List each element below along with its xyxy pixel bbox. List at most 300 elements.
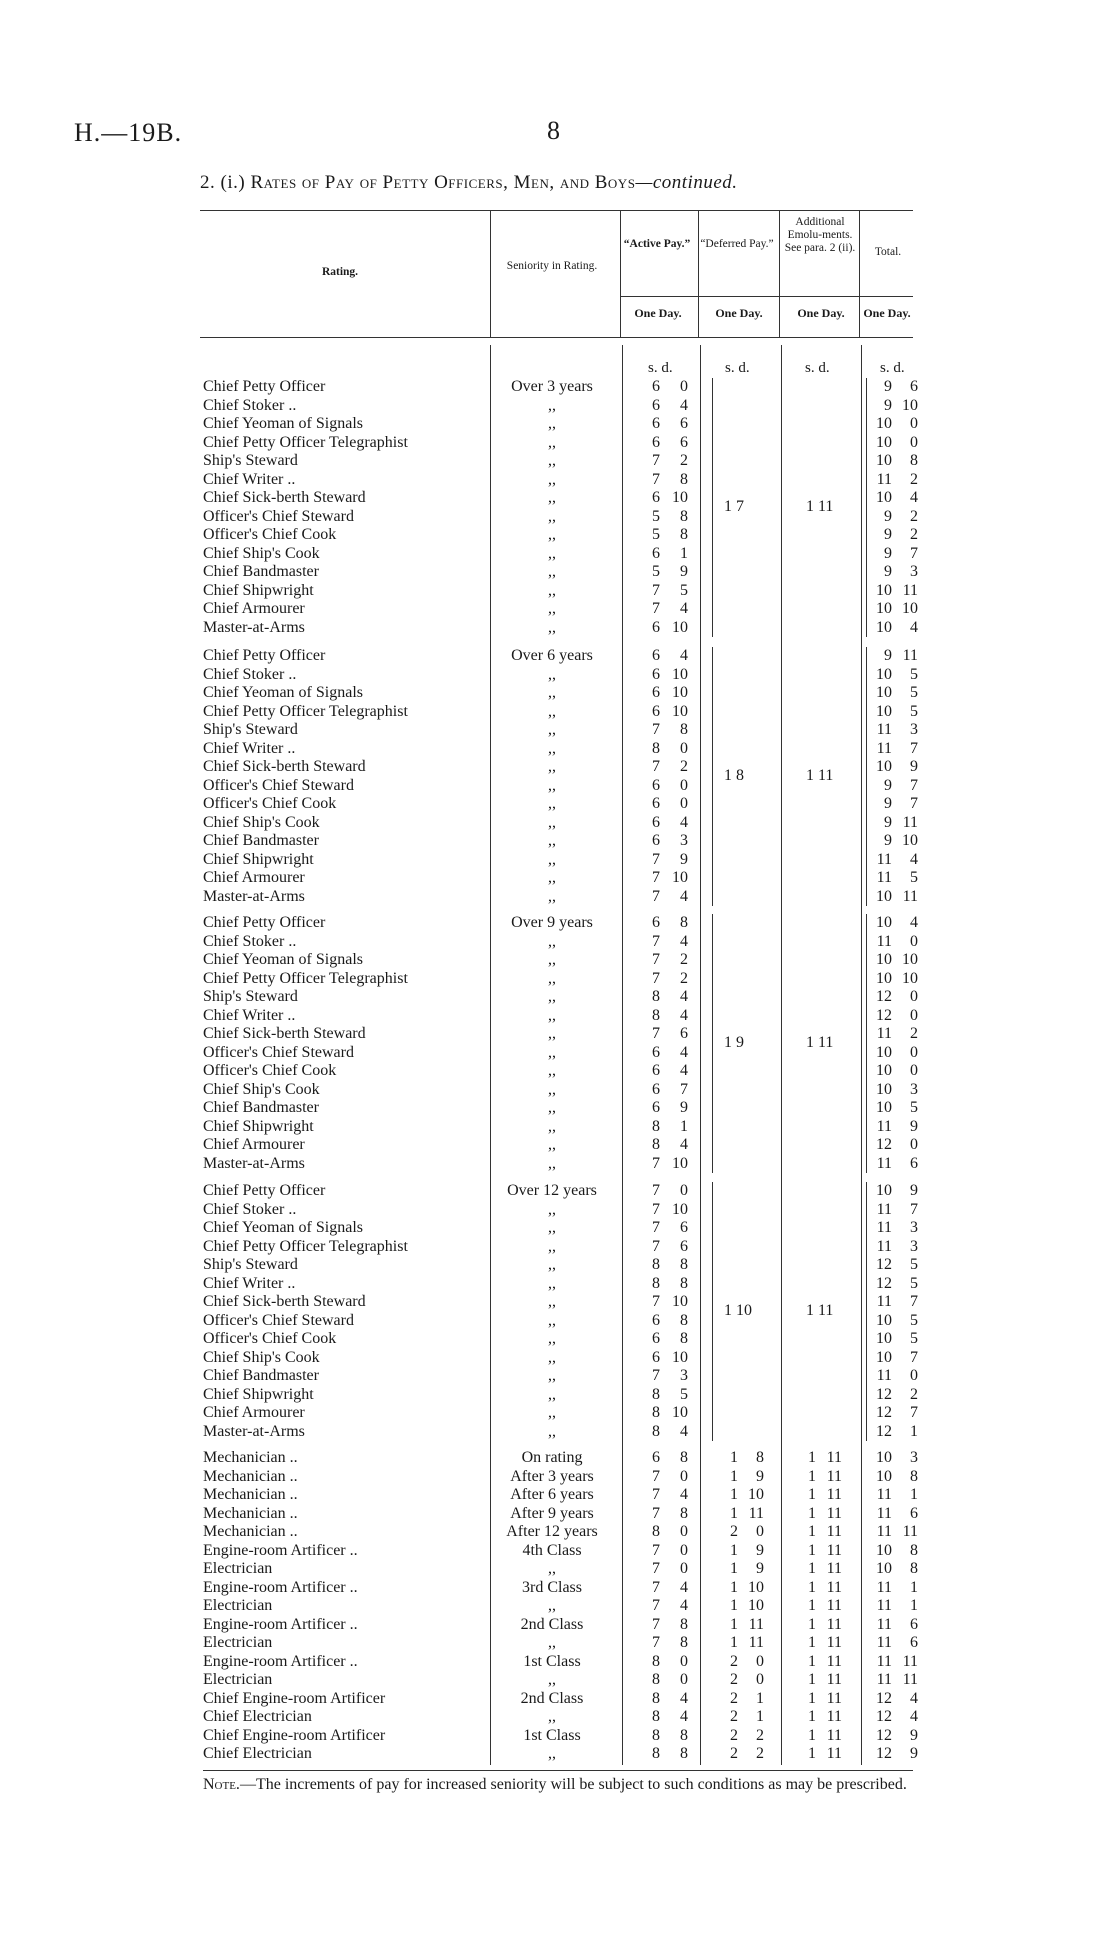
total-shillings: 12 xyxy=(876,1422,892,1440)
total-shillings: 10 xyxy=(876,1449,892,1466)
total-shillings: 12 xyxy=(876,1745,892,1762)
additional-pence: 11 xyxy=(826,1652,842,1670)
active-pence: 4 xyxy=(680,1689,688,1707)
seniority-value: 1st Class xyxy=(523,1726,581,1744)
total-shillings: 10 xyxy=(876,600,892,617)
sub-header-total-one-day: One Day. xyxy=(863,306,911,320)
total-shillings: 10 xyxy=(876,758,892,775)
active-shillings: 8 xyxy=(652,1117,660,1135)
total-shillings: 11 xyxy=(876,1237,892,1255)
total-pence: 10 xyxy=(902,832,918,849)
total-pence: 5 xyxy=(910,702,918,720)
deferred-pence: 9 xyxy=(756,1560,764,1577)
active-shillings: 7 xyxy=(652,1634,660,1651)
additional-pence: 11 xyxy=(826,1708,842,1725)
seniority-value: ,, xyxy=(548,1219,556,1236)
rating-label: Chief Sick-berth Steward xyxy=(203,489,366,506)
rating-label: Chief Sick-berth Steward xyxy=(203,758,366,775)
rating-label: Chief Petty Officer Telegraphist xyxy=(203,702,408,720)
seniority-value: ,, xyxy=(548,563,556,580)
active-shillings: 7 xyxy=(652,969,660,987)
deferred-shillings: 1 xyxy=(730,1486,738,1503)
rating-label: Chief Writer .. xyxy=(203,739,296,757)
rating-label: Officer's Chief Cook xyxy=(203,1062,337,1079)
seniority-value: ,, xyxy=(548,665,556,683)
active-pence: 10 xyxy=(672,618,688,636)
total-pence: 1 xyxy=(910,1578,918,1596)
active-shillings: 7 xyxy=(652,1467,660,1485)
active-pence: 0 xyxy=(680,739,688,757)
seniority-value: ,, xyxy=(548,1745,556,1762)
total-pence: 6 xyxy=(910,1615,918,1633)
active-shillings: 6 xyxy=(652,1062,660,1079)
rating-label: Chief Engine-room Artificer xyxy=(203,1726,386,1744)
rating-label: Chief Armourer xyxy=(203,869,305,886)
additional-pence: 11 xyxy=(826,1671,842,1688)
rating-label: Engine-room Artificer .. xyxy=(203,1578,358,1596)
total-shillings: 11 xyxy=(876,1634,892,1651)
rating-label: Chief Ship's Cook xyxy=(203,813,320,831)
additional-shillings: 1 xyxy=(808,1449,816,1466)
rating-label: Chief Bandmaster xyxy=(203,1099,319,1116)
total-shillings: 9 xyxy=(884,507,892,525)
active-shillings: 8 xyxy=(652,1726,660,1744)
deferred-pence: 0 xyxy=(756,1671,764,1688)
seniority-value: On rating xyxy=(521,1449,583,1466)
total-pence: 7 xyxy=(910,1293,918,1310)
active-shillings: 8 xyxy=(652,1745,660,1762)
active-shillings: 7 xyxy=(652,1219,660,1236)
rating-label: Chief Armourer xyxy=(203,600,305,617)
total-shillings: 11 xyxy=(876,1025,892,1042)
total-shillings: 11 xyxy=(876,1671,892,1688)
active-shillings: 7 xyxy=(652,1615,660,1633)
total-shillings: 11 xyxy=(876,1578,892,1596)
active-pence: 8 xyxy=(680,507,688,525)
note-label: Note. xyxy=(203,1776,240,1793)
seniority-value: 2nd Class xyxy=(520,1615,584,1633)
additional-shillings: 1 xyxy=(808,1689,816,1707)
rating-label: Ship's Steward xyxy=(203,1256,298,1273)
group-brace-left xyxy=(712,378,714,637)
total-pence: 2 xyxy=(910,507,918,525)
total-pence: 1 xyxy=(910,1486,918,1503)
active-pence: 8 xyxy=(680,1504,688,1522)
seniority-value: Over 3 years xyxy=(511,378,593,395)
total-pence: 10 xyxy=(902,396,918,414)
seniority-value: After 3 years xyxy=(510,1467,594,1485)
seniority-value: ,, xyxy=(548,832,556,849)
note xyxy=(203,1775,913,1795)
active-shillings: 6 xyxy=(652,1311,660,1329)
total-pence: 7 xyxy=(910,1404,918,1421)
active-pence: 8 xyxy=(680,721,688,738)
active-shillings: 5 xyxy=(652,526,660,543)
total-shillings: 9 xyxy=(884,776,892,794)
total-shillings: 10 xyxy=(876,1043,892,1061)
additional-pence: 11 xyxy=(826,1689,842,1707)
active-shillings: 7 xyxy=(652,887,660,905)
seniority-value: ,, xyxy=(548,1200,556,1218)
rating-label: Chief Shipwright xyxy=(203,1117,314,1135)
active-shillings: 6 xyxy=(652,489,660,506)
active-shillings: 8 xyxy=(652,1256,660,1273)
active-shillings: 8 xyxy=(652,1385,660,1403)
rating-label: Chief Armourer xyxy=(203,1404,305,1421)
rating-label: Chief Shipwright xyxy=(203,1385,314,1403)
active-pence: 0 xyxy=(680,776,688,794)
rating-label: Ship's Steward xyxy=(203,721,298,738)
rating-label: Electrician xyxy=(203,1597,273,1614)
active-shillings: 8 xyxy=(652,1136,660,1153)
total-pence: 4 xyxy=(910,850,918,868)
deferred-pence: 10 xyxy=(748,1597,764,1614)
total-pence: 10 xyxy=(902,951,918,968)
rating-label: Mechanician .. xyxy=(203,1467,298,1485)
rating-label: Master-at-Arms xyxy=(203,887,305,905)
total-shillings: 9 xyxy=(884,396,892,414)
total-shillings: 10 xyxy=(876,1541,892,1559)
active-shillings: 7 xyxy=(652,932,660,950)
rating-label: Officer's Chief Cook xyxy=(203,795,337,812)
additional-pence: 11 xyxy=(826,1597,842,1614)
total-pence: 0 xyxy=(910,1136,918,1153)
additional-shillings: 1 xyxy=(808,1615,816,1633)
col-rule-5 xyxy=(859,210,860,337)
active-shillings: 6 xyxy=(652,415,660,432)
total-shillings: 11 xyxy=(876,932,892,950)
seniority-value: ,, xyxy=(548,1634,556,1651)
total-shillings: 10 xyxy=(876,665,892,683)
seniority-value: 1st Class xyxy=(523,1652,581,1670)
total-pence: 8 xyxy=(910,452,918,469)
active-pence: 4 xyxy=(680,647,688,664)
additional-shillings: 1 xyxy=(808,1467,816,1485)
active-shillings: 8 xyxy=(652,1708,660,1725)
seniority-value: ,, xyxy=(548,702,556,720)
rating-label: Master-at-Arms xyxy=(203,1422,305,1440)
additional-shillings: 1 xyxy=(808,1504,816,1522)
seniority-value: ,, xyxy=(548,544,556,562)
active-pence: 8 xyxy=(680,470,688,488)
total-pence: 5 xyxy=(910,684,918,701)
seniority-value: ,, xyxy=(548,776,556,794)
deferred-shillings: 2 xyxy=(730,1726,738,1744)
rating-label: Chief Writer .. xyxy=(203,1006,296,1024)
active-pence: 4 xyxy=(680,1136,688,1153)
total-shillings: 10 xyxy=(876,1182,892,1199)
total-pence: 0 xyxy=(910,433,918,451)
body-col-rule-1 xyxy=(490,345,491,1765)
total-pence: 0 xyxy=(910,932,918,950)
seniority-value: ,, xyxy=(548,739,556,757)
additional-pence: 11 xyxy=(826,1523,842,1540)
total-shillings: 9 xyxy=(884,795,892,812)
total-pence: 0 xyxy=(910,1367,918,1384)
additional-shillings: 1 xyxy=(808,1652,816,1670)
total-shillings: 12 xyxy=(876,1726,892,1744)
total-shillings: 11 xyxy=(876,1117,892,1135)
total-pence: 3 xyxy=(910,1237,918,1255)
rating-label: Electrician xyxy=(203,1671,273,1688)
rating-label: Chief Petty Officer xyxy=(203,1182,326,1199)
active-shillings: 6 xyxy=(652,914,660,931)
active-pence: 4 xyxy=(680,1578,688,1596)
total-pence: 8 xyxy=(910,1560,918,1577)
rating-label: Chief Ship's Cook xyxy=(203,1348,320,1366)
col-header-additional: Additional Emolu-ments. See para. 2 (ii). xyxy=(784,216,856,254)
rating-label: Chief Yeoman of Signals xyxy=(203,1219,363,1236)
total-pence: 5 xyxy=(910,1099,918,1116)
total-pence: 11 xyxy=(902,581,918,599)
total-pence: 4 xyxy=(910,1689,918,1707)
total-shillings: 10 xyxy=(876,415,892,432)
total-pence: 9 xyxy=(910,1182,918,1199)
seniority-value: ,, xyxy=(548,721,556,738)
seniority-value: ,, xyxy=(548,969,556,987)
seniority-value: ,, xyxy=(548,1367,556,1384)
total-shillings: 10 xyxy=(876,1099,892,1116)
total-pence: 11 xyxy=(902,647,918,664)
rating-label: Officer's Chief Steward xyxy=(203,1043,354,1061)
active-pence: 8 xyxy=(680,1726,688,1744)
deferred-shillings: 2 xyxy=(730,1708,738,1725)
col-rule-4 xyxy=(779,210,780,337)
seniority-value: ,, xyxy=(548,813,556,831)
active-shillings: 6 xyxy=(652,1099,660,1116)
active-shillings: 8 xyxy=(652,739,660,757)
seniority-value: ,, xyxy=(548,932,556,950)
deferred-shillings: 1 xyxy=(730,1541,738,1559)
active-pence: 6 xyxy=(680,415,688,432)
active-shillings: 7 xyxy=(652,1560,660,1577)
rating-label: Chief Petty Officer xyxy=(203,914,326,931)
total-pence: 3 xyxy=(910,563,918,580)
total-shillings: 11 xyxy=(876,1154,892,1172)
active-shillings: 8 xyxy=(652,1006,660,1024)
total-shillings: 10 xyxy=(876,914,892,931)
seniority-value: 4th Class xyxy=(522,1541,582,1559)
active-pence: 9 xyxy=(680,1099,688,1116)
seniority-value: After 6 years xyxy=(510,1486,594,1503)
total-shillings: 11 xyxy=(876,850,892,868)
rating-label: Mechanician .. xyxy=(203,1486,298,1503)
additional-pence: 11 xyxy=(826,1745,842,1762)
additional-pence: 11 xyxy=(826,1560,842,1577)
total-shillings: 11 xyxy=(876,1293,892,1310)
sub-header-deferred-one-day: One Day. xyxy=(715,306,763,320)
active-pence: 4 xyxy=(680,1043,688,1061)
seniority-value: ,, xyxy=(548,1025,556,1042)
active-shillings: 7 xyxy=(652,600,660,617)
active-shillings: 7 xyxy=(652,452,660,469)
total-pence: 5 xyxy=(910,869,918,886)
active-pence: 0 xyxy=(680,1541,688,1559)
seniority-value: ,, xyxy=(548,1385,556,1403)
total-pence: 11 xyxy=(902,813,918,831)
rating-label: Ship's Steward xyxy=(203,988,298,1005)
total-shillings: 9 xyxy=(884,563,892,580)
total-pence: 3 xyxy=(910,1449,918,1466)
total-shillings: 12 xyxy=(876,1006,892,1024)
col-rule-2 xyxy=(620,210,621,337)
total-pence: 0 xyxy=(910,1006,918,1024)
subheader-rule xyxy=(620,296,913,297)
active-pence: 0 xyxy=(680,1560,688,1577)
active-pence: 0 xyxy=(680,1671,688,1688)
active-pence: 4 xyxy=(680,1486,688,1503)
active-shillings: 5 xyxy=(652,563,660,580)
total-pence: 0 xyxy=(910,1043,918,1061)
additional-shillings: 1 xyxy=(808,1708,816,1725)
active-shillings: 7 xyxy=(652,758,660,775)
deferred-shillings: 1 xyxy=(730,1634,738,1651)
total-pence: 6 xyxy=(910,1634,918,1651)
seniority-value: ,, xyxy=(548,618,556,636)
group-brace-total xyxy=(866,647,871,906)
total-pence: 0 xyxy=(910,415,918,432)
additional-group-value: 1 11 xyxy=(806,1034,834,1052)
active-pence: 6 xyxy=(680,1025,688,1042)
active-pence: 6 xyxy=(680,1237,688,1255)
active-shillings: 6 xyxy=(652,776,660,794)
deferred-pence: 9 xyxy=(756,1467,764,1485)
rating-label: Officer's Chief Cook xyxy=(203,1330,337,1347)
deferred-shillings: 1 xyxy=(730,1449,738,1466)
active-shillings: 8 xyxy=(652,1652,660,1670)
total-shillings: 9 xyxy=(884,544,892,562)
active-shillings: 7 xyxy=(652,1200,660,1218)
total-shillings: 10 xyxy=(876,433,892,451)
total-shillings: 10 xyxy=(876,489,892,506)
additional-pence: 11 xyxy=(826,1541,842,1559)
sub-header-active-one-day: One Day. xyxy=(634,306,682,320)
active-pence: 4 xyxy=(680,600,688,617)
additional-shillings: 1 xyxy=(808,1541,816,1559)
total-pence: 5 xyxy=(910,665,918,683)
rating-label: Chief Engine-room Artificer xyxy=(203,1689,386,1707)
additional-pence: 11 xyxy=(826,1615,842,1633)
group-brace-left xyxy=(712,1182,714,1441)
additional-group-value: 1 11 xyxy=(806,498,834,516)
total-shillings: 10 xyxy=(876,1560,892,1577)
col-header-active-pay: “Active Pay.” xyxy=(623,238,691,250)
deferred-shillings: 2 xyxy=(730,1652,738,1670)
additional-group-value: 1 11 xyxy=(806,1302,834,1320)
rating-label: Chief Shipwright xyxy=(203,850,314,868)
active-shillings: 7 xyxy=(652,1293,660,1310)
active-shillings: 6 xyxy=(652,647,660,664)
active-shillings: 7 xyxy=(652,1578,660,1596)
total-pence: 7 xyxy=(910,739,918,757)
active-shillings: 8 xyxy=(652,1523,660,1540)
rating-label: Master-at-Arms xyxy=(203,1154,305,1172)
total-pence: 9 xyxy=(910,758,918,775)
deferred-pence: 1 xyxy=(756,1689,764,1707)
seniority-value: ,, xyxy=(548,1256,556,1273)
total-pence: 4 xyxy=(910,489,918,506)
total-shillings: 11 xyxy=(876,869,892,886)
deferred-pence: 8 xyxy=(756,1449,764,1466)
additional-pence: 11 xyxy=(826,1467,842,1485)
total-pence: 5 xyxy=(910,1274,918,1292)
seniority-value: ,, xyxy=(548,1117,556,1135)
seniority-value: Over 6 years xyxy=(511,647,593,664)
active-shillings: 6 xyxy=(652,544,660,562)
total-shillings: 11 xyxy=(876,1615,892,1633)
seniority-value: ,, xyxy=(548,526,556,543)
seniority-value: ,, xyxy=(548,1708,556,1725)
group-brace-total xyxy=(866,378,871,637)
rating-label: Chief Electrician xyxy=(203,1708,312,1725)
seniority-value: ,, xyxy=(548,1293,556,1310)
rating-label: Officer's Chief Steward xyxy=(203,1311,354,1329)
total-pence: 11 xyxy=(902,887,918,905)
rating-label: Chief Stoker .. xyxy=(203,1200,297,1218)
active-pence: 0 xyxy=(680,1523,688,1540)
active-pence: 0 xyxy=(680,1467,688,1485)
active-pence: 4 xyxy=(680,1422,688,1440)
heading-prefix: 2. (i.) xyxy=(200,172,251,193)
active-pence: 0 xyxy=(680,378,688,395)
total-pence: 8 xyxy=(910,1541,918,1559)
total-shillings: 10 xyxy=(876,1330,892,1347)
active-shillings: 6 xyxy=(652,1348,660,1366)
seniority-value: ,, xyxy=(548,1348,556,1366)
deferred-pence: 11 xyxy=(748,1634,764,1651)
deferred-shillings: 1 xyxy=(730,1504,738,1522)
rating-label: Chief Electrician xyxy=(203,1745,312,1762)
total-shillings: 9 xyxy=(884,813,892,831)
total-pence: 3 xyxy=(910,1219,918,1236)
active-shillings: 8 xyxy=(652,988,660,1005)
seniority-value: After 9 years xyxy=(510,1504,594,1522)
col-header-total: Total. xyxy=(874,246,902,258)
header-top-rule xyxy=(200,210,913,211)
total-pence: 9 xyxy=(910,1745,918,1762)
total-pence: 7 xyxy=(910,776,918,794)
active-shillings: 6 xyxy=(652,665,660,683)
total-pence: 9 xyxy=(910,1117,918,1135)
active-shillings: 6 xyxy=(652,1449,660,1466)
col-header-rating: Rating. xyxy=(321,266,359,278)
active-shillings: 7 xyxy=(652,1237,660,1255)
additional-pence: 11 xyxy=(826,1449,842,1466)
total-shillings: 12 xyxy=(876,1274,892,1292)
total-pence: 1 xyxy=(910,1422,918,1440)
active-pence: 8 xyxy=(680,526,688,543)
active-pence: 10 xyxy=(672,1293,688,1310)
seniority-value: ,, xyxy=(548,1136,556,1153)
additional-pence: 11 xyxy=(826,1634,842,1651)
seniority-value: ,, xyxy=(548,1154,556,1172)
active-shillings: 7 xyxy=(652,1486,660,1503)
active-pence: 10 xyxy=(672,1348,688,1366)
active-pence: 0 xyxy=(680,1652,688,1670)
active-pence: 4 xyxy=(680,932,688,950)
active-shillings: 7 xyxy=(652,1367,660,1384)
rating-label: Chief Stoker .. xyxy=(203,665,297,683)
active-pence: 1 xyxy=(680,1117,688,1135)
active-pence: 2 xyxy=(680,951,688,968)
active-shillings: 6 xyxy=(652,684,660,701)
deferred-pence: 1 xyxy=(756,1708,764,1725)
active-shillings: 6 xyxy=(652,795,660,812)
additional-pence: 11 xyxy=(826,1726,842,1744)
active-shillings: 6 xyxy=(652,813,660,831)
total-shillings: 10 xyxy=(876,951,892,968)
seniority-value: Over 9 years xyxy=(511,914,593,931)
